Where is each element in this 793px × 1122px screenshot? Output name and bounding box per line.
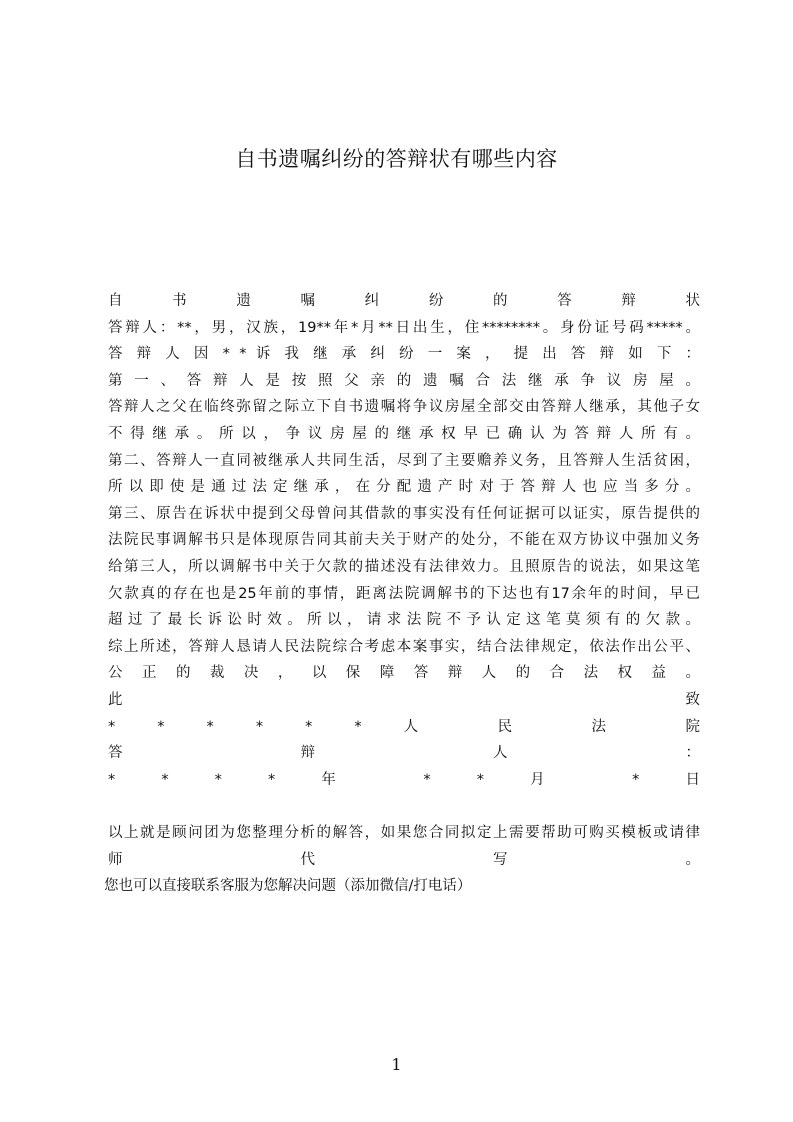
footer-line: 师 代 写 。 (108, 851, 700, 868)
salutation-line: 此 致 (108, 691, 700, 708)
heading-line: 自 书 遗 嘱 纠 纷 的 答 辩 状 (108, 293, 700, 309)
body-line: 公 正 的 裁 决 ， 以 保 障 答 辩 人 的 合 法 权 益 。 (108, 665, 700, 682)
body-line: 第 一 、 答 辩 人 是 按 照 父 亲 的 遗 嘱 合 法 继 承 争 议 房 屋 。 (108, 372, 700, 389)
document-footer (104, 820, 700, 900)
body-line: 给第三人，所以调解书中关于欠款的描述没有法律效力。且照原告的说法，如果这笔 (108, 558, 700, 575)
body-line: 所 以 即 使 是 通 过 法 定 继 承 ， 在 分 配 遗 产 时 对 于 答 辩 人 也 应 当 多 分 。 (108, 479, 700, 496)
body-line: 第二、答辩人一直同被继承人共同生活，尽到了主要赡养义务，且答辩人生活贫困， (108, 452, 700, 469)
body-line: 答辩人：**，男，汉族，19**年*月**日出生，住********。身份证号码*****。 (108, 319, 700, 336)
body-line: 不 得 继 承 。 所 以 ， 争 议 房 屋 的 继 承 权 早 已 确 认 为 答 辩 人 所 有 。 (108, 425, 700, 442)
body-line: 第三、原告在诉状中提到父母曾问其借款的事实没有任何证据可以证实，原告提供的 (108, 505, 700, 522)
document-body (108, 288, 700, 793)
document-title: 自书遗嘱纠纷的答辩状有哪些内容 (235, 147, 558, 171)
body-line: 法院民事调解书只是体现原告同其前夫关于财产的处分，不能在双方协议中强加义务 (108, 532, 700, 549)
court-line: * * * * * * 人 民 法 院 (108, 718, 700, 735)
signature-line: 答 辩 人 ： (108, 745, 700, 762)
body-line: 综上所述，答辩人恳请人民法院综合考虑本案事实，结合法律规定，依法作出公平、 (108, 638, 700, 655)
footer-line: 您也可以直接联系客服为您解决问题（添加微信/打电话） (104, 878, 472, 895)
body-line: 欠款真的存在也是25年前的事情，距离法院调解书的下达也有17余年的时间，早已 (108, 585, 700, 602)
page-number: 1 (391, 1055, 402, 1074)
footer-line: 以上就是顾问团为您整理分析的解答，如果您合同拟定上需要帮助可购买模板或请律 (108, 825, 700, 841)
body-line: 答 辩 人 因 * * 诉 我 继 承 纠 纷 一 案 ， 提 出 答 辩 如 下 ： (108, 346, 700, 363)
body-line: 超 过 了 最 长 诉 讼 时 效 。 所 以 ， 请 求 法 院 不 予 认 定 这 笔 莫 须 有 的 欠 款 。 (108, 612, 700, 629)
date-line: * * * * 年 * * 月 * 日 (108, 771, 700, 788)
body-line: 答辩人之父在临终弥留之际立下自书遗嘱将争议房屋全部交由答辩人继承，其他子女 (108, 399, 700, 416)
